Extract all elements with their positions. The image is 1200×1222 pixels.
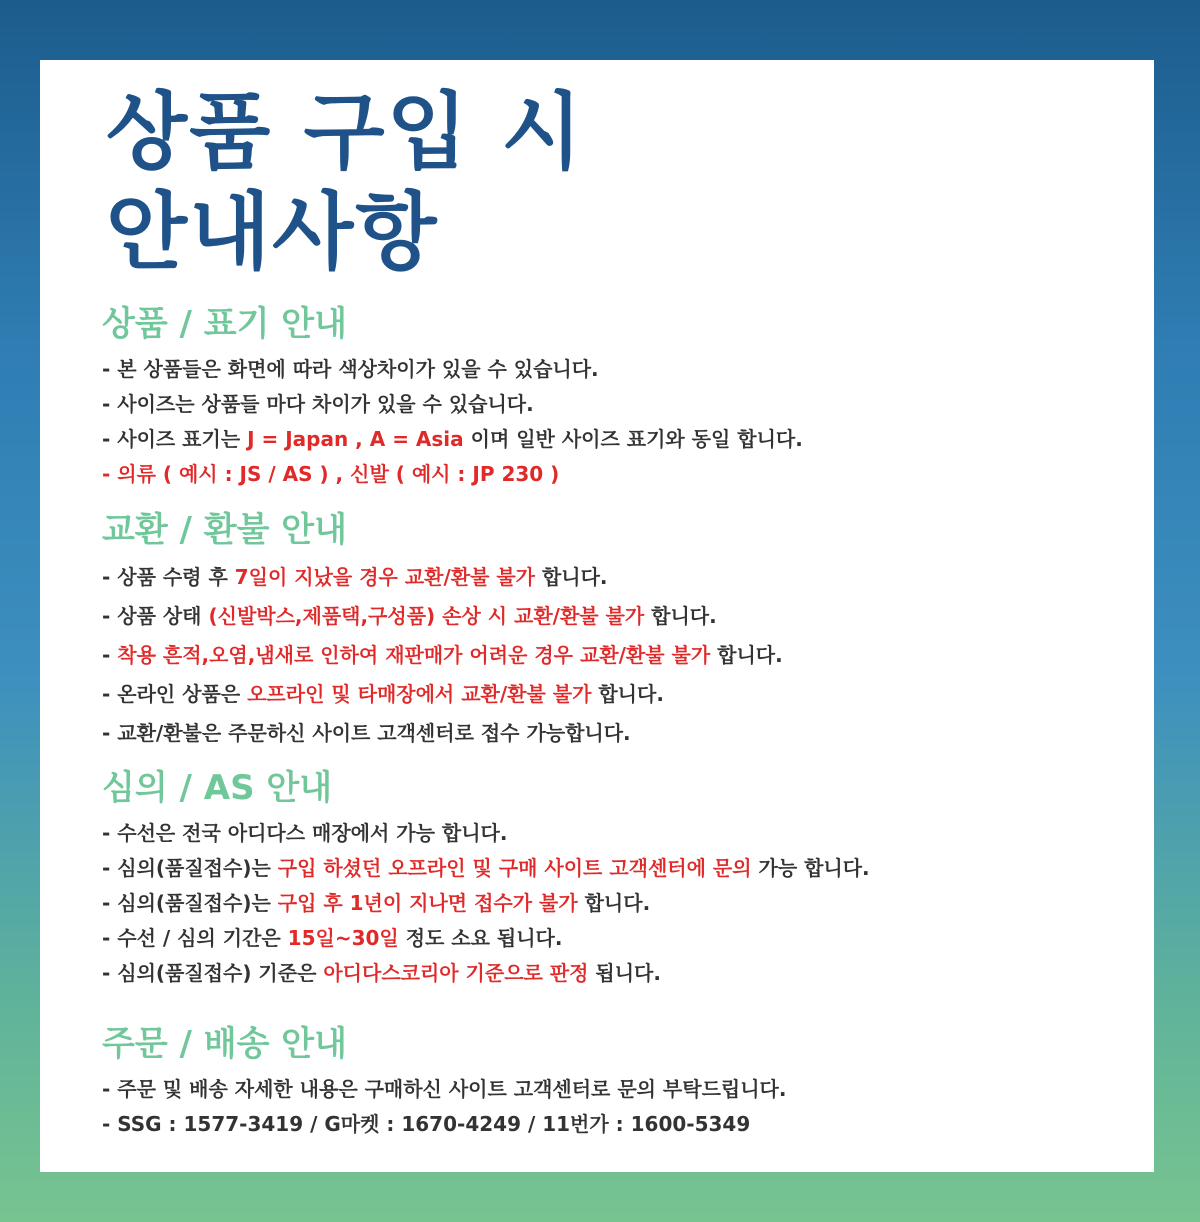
list-item: - 주문 및 배송 자세한 내용은 구매하신 사이트 고객센터로 문의 부탁드립니다. — [102, 1077, 787, 1101]
list-item: - 사이즈는 상품들 마다 차이가 있을 수 있습니다. — [102, 392, 534, 416]
list-item: - 심의(품질접수) 기준은 아디다스코리아 기준으로 판정 됩니다. — [102, 961, 661, 985]
title-line-2: 안내사항 — [106, 183, 439, 281]
highlight-text: (신발박스,제품택,구성품) 손상 시 교환/환불 불가 — [208, 604, 645, 628]
list-item: - 교환/환불은 주문하신 사이트 고객센터로 접수 가능합니다. — [102, 721, 631, 745]
page-title — [106, 82, 584, 282]
list-item: - 본 상품들은 화면에 따라 색상차이가 있을 수 있습니다. — [102, 357, 599, 381]
list-item: - 착용 흔적,오염,냄새로 인하여 재판매가 어려운 경우 교환/환불 불가 합니다. — [102, 643, 783, 667]
section-exchange-refund — [102, 508, 1142, 753]
list-item: - 온라인 상품은 오프라인 및 타매장에서 교환/환불 불가 합니다. — [102, 682, 664, 706]
highlight-text: 오프라인 및 타매장에서 교환/환불 불가 — [247, 682, 592, 706]
list-item-contacts: - SSG : 1577-3419 / G마켓 : 1670-4249 / 11번가 : 1600-5349 — [102, 1112, 751, 1136]
highlight-text: 아디다스코리아 기준으로 판정 — [323, 961, 589, 985]
section-heading: 상품 / 표기 안내 — [102, 304, 347, 344]
list-item-warning: - 의류 ( 예시 : JS / AS ) , 신발 ( 예시 : JP 230 ) — [102, 462, 560, 486]
notice-list — [102, 816, 1142, 991]
list-item: - 상품 수령 후 7일이 지났을 경우 교환/환불 불가 합니다. — [102, 565, 608, 589]
list-item: - 상품 상태 (신발박스,제품택,구성품) 손상 시 교환/환불 불가 합니다. — [102, 604, 717, 628]
section-heading: 주문 / 배송 안내 — [102, 1024, 347, 1064]
list-item: - 수선은 전국 아디다스 매장에서 가능 합니다. — [102, 821, 508, 845]
notice-list — [102, 352, 1142, 492]
section-product-label — [102, 302, 1142, 492]
notice-list — [102, 1072, 1142, 1142]
list-item: - 수선 / 심의 기간은 15일~30일 정도 소요 됩니다. — [102, 926, 563, 950]
notice-card — [40, 60, 1154, 1172]
list-item: - 사이즈 표기는 J = Japan , A = Asia 이며 일반 사이즈 표기와 동일 합니다. — [102, 427, 803, 451]
notice-list — [102, 558, 1142, 753]
section-order-shipping — [102, 1022, 1142, 1142]
title-line-1: 상품 구입 시 — [106, 83, 585, 181]
highlight-text: 구입 하셨던 오프라인 및 구매 사이트 고객센터에 문의 — [277, 856, 752, 880]
section-review-as — [102, 766, 1142, 991]
list-item: - 심의(품질접수)는 구입 후 1년이 지나면 접수가 불가 합니다. — [102, 891, 651, 915]
highlight-text: 착용 흔적,오염,냄새로 인하여 재판매가 어려운 경우 교환/환불 불가 — [117, 643, 711, 667]
highlight-text: 15일~30일 — [287, 926, 399, 950]
section-heading: 심의 / AS 안내 — [102, 768, 333, 808]
section-heading: 교환 / 환불 안내 — [102, 510, 347, 550]
highlight-text: 구입 후 1년이 지나면 접수가 불가 — [277, 891, 578, 915]
list-item: - 심의(품질접수)는 구입 하셨던 오프라인 및 구매 사이트 고객센터에 문의 가능 합니다. — [102, 856, 870, 880]
highlight-text: 7일이 지났을 경우 교환/환불 불가 — [234, 565, 535, 589]
highlight-text: J = Japan , A = Asia — [247, 427, 464, 451]
